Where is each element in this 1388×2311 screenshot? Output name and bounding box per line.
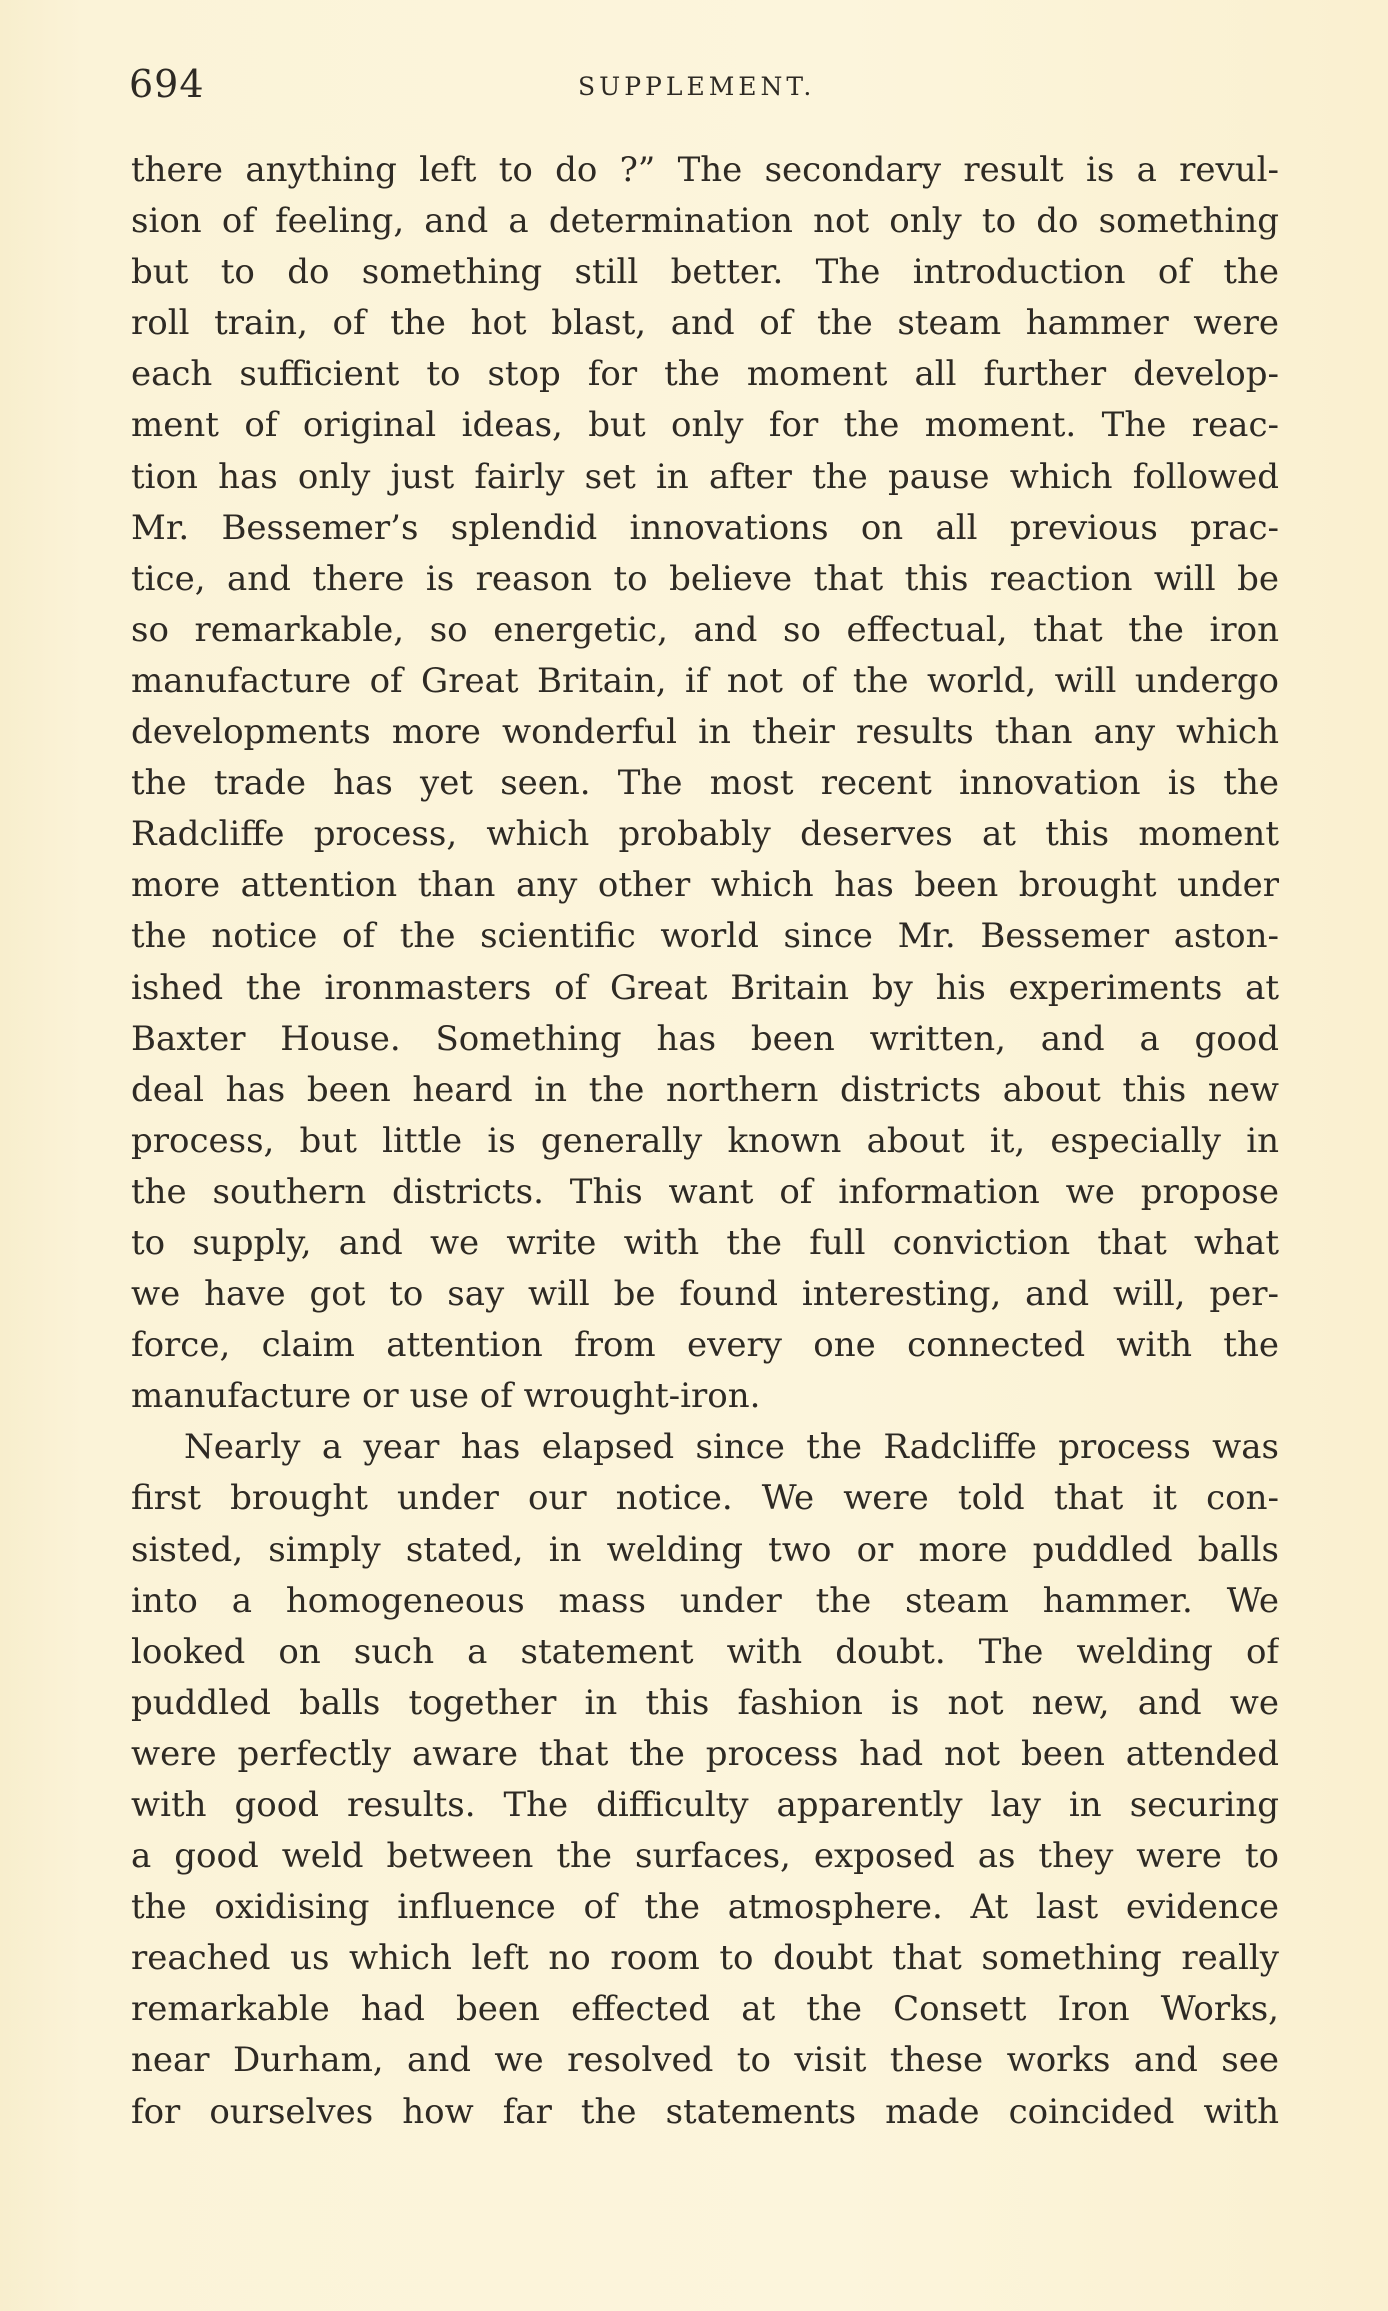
page-number: 694 [129,62,205,106]
text-line: the notice of the scientific world since Mr. Bessemer aston- [131,916,1279,957]
text-line: more attention than any other which has been brought under [131,865,1279,906]
text-line: deal has been heard in the northern districts about this new [131,1069,1279,1110]
text-line: ished the ironmasters of Great Britain by his experiments at [131,967,1279,1008]
text-line: sion of feeling, and a determination not only to do something [131,201,1279,242]
text-line: were perfectly aware that the process had not been attended [131,1733,1279,1774]
text-line: ment of original ideas, but only for the moment. The reac- [131,405,1279,446]
text-line: we have got to say will be found interesting, and will, per- [131,1274,1279,1315]
text-line: the trade has yet seen. The most recent innovation is the [131,763,1279,804]
text-line: manufacture of Great Britain, if not of the world, will undergo [131,660,1279,701]
text-line: remarkable had been effected at the Consett Iron Works, [131,1989,1279,2030]
text-line: puddled balls together in this fashion is not new, and we [131,1682,1279,1723]
text-line: manufacture or use of wrought-iron. [131,1376,761,1417]
text-line: into a homogeneous mass under the steam hammer. We [131,1580,1279,1621]
text-line: Mr. Bessemer’s splendid innovations on all previous prac- [131,507,1279,548]
text-line: a good weld between the surfaces, exposed as they were to [131,1836,1279,1877]
text-line: tion has only just fairly set in after the pause which followed [131,456,1279,497]
text-line: reached us which left no room to doubt that something really [131,1938,1279,1979]
text-line: there anything left to do ?” The secondary result is a revul- [131,150,1279,190]
running-head: SUPPLEMENT. [578,72,816,101]
text-line: force, claim attention from every one connected with the [131,1325,1279,1366]
body-text [131,145,1279,2138]
text-line: Nearly a year has elapsed since the Radcliffe process was [184,1427,1279,1468]
text-line: Baxter House. Something has been written, and a good [131,1018,1279,1059]
page-header [129,62,1279,122]
text-line: developments more wonderful in their results than any which [131,712,1279,753]
text-line: Radcliffe process, which probably deserves at this moment [131,814,1279,855]
text-line: the oxidising influence of the atmosphere. At last evidence [131,1887,1279,1928]
text-line: but to do something still better. The introduction of the [131,252,1279,293]
text-line: so remarkable, so energetic, and so effectual, that the iron [131,609,1279,650]
text-line: near Durham, and we resolved to visit these works and see [131,2040,1279,2081]
text-line: roll train, of the hot blast, and of the steam hammer were [131,303,1279,344]
text-line: each sufficient to stop for the moment all further develop- [131,354,1279,395]
text-line: sisted, simply stated, in welding two or more puddled balls [131,1529,1279,1570]
text-line: first brought under our notice. We were told that it con- [131,1478,1279,1519]
text-line: to supply, and we write with the full conviction that what [131,1222,1279,1263]
text-line: looked on such a statement with doubt. The welding of [131,1631,1279,1672]
text-line: with good results. The difficulty apparently lay in securing [131,1785,1279,1825]
text-line: for ourselves how far the statements made coincided with [131,2091,1279,2132]
text-line: tice, and there is reason to believe that this reaction will be [131,558,1279,599]
text-line: the southern districts. This want of information we propose [131,1171,1279,1212]
text-line: process, but little is generally known about it, especially in [131,1120,1279,1161]
